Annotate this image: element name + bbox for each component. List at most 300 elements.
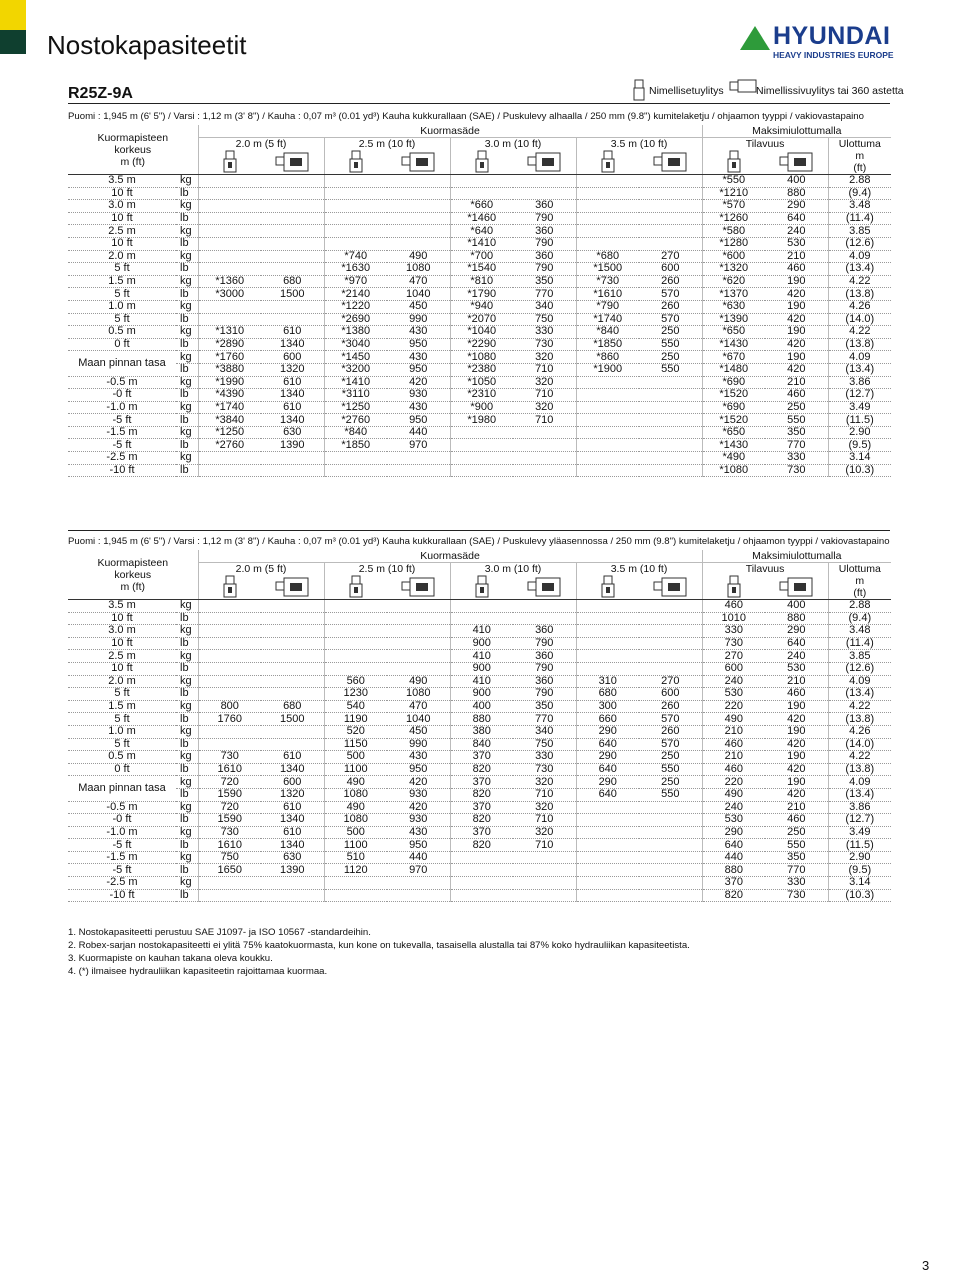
table-row bbox=[68, 300, 891, 313]
table-cell bbox=[576, 401, 639, 414]
table-cell: 950 bbox=[387, 763, 450, 776]
table-cell: 610 bbox=[261, 376, 324, 389]
row-height: -5 ft bbox=[68, 439, 176, 452]
table-cell: *600 bbox=[702, 250, 765, 263]
max-reach-header: Maksimiulottumalla bbox=[702, 550, 891, 563]
table-cell: 420 bbox=[765, 738, 828, 751]
table-cell: 400 bbox=[765, 175, 828, 188]
table-cell: 680 bbox=[576, 688, 639, 701]
table-cell bbox=[324, 650, 387, 663]
table-cell bbox=[513, 600, 576, 613]
table-row bbox=[68, 826, 891, 839]
table-cell: (12.6) bbox=[828, 662, 891, 675]
table-cell: 640 bbox=[576, 763, 639, 776]
table-cell: 470 bbox=[387, 275, 450, 288]
table-cell: *670 bbox=[702, 351, 765, 364]
table-cell: *730 bbox=[576, 275, 639, 288]
table-cell: 900 bbox=[450, 637, 513, 650]
table-cell bbox=[576, 801, 639, 814]
table-cell bbox=[198, 452, 261, 465]
table-cell: 420 bbox=[765, 713, 828, 726]
table-cell bbox=[387, 625, 450, 638]
table-cell: *3200 bbox=[324, 363, 387, 376]
row-height: 0 ft bbox=[68, 763, 176, 776]
table-cell bbox=[576, 864, 639, 877]
table-cell bbox=[198, 187, 261, 200]
table-cell: (9.5) bbox=[828, 439, 891, 452]
table-cell: 240 bbox=[702, 801, 765, 814]
row-height: -1.0 m bbox=[68, 401, 176, 414]
table-cell: 1100 bbox=[324, 839, 387, 852]
table-cell: 490 bbox=[387, 675, 450, 688]
capacity-col-header: Tilavuus bbox=[702, 138, 828, 151]
table-cell: 820 bbox=[450, 763, 513, 776]
table-cell bbox=[513, 864, 576, 877]
table-cell bbox=[261, 738, 324, 751]
table-cell: *650 bbox=[702, 326, 765, 339]
table-cell bbox=[261, 464, 324, 477]
row-unit: lb bbox=[176, 263, 198, 276]
table-cell: 190 bbox=[765, 275, 828, 288]
table-cell bbox=[639, 452, 702, 465]
table-cell bbox=[324, 452, 387, 465]
row-unit: kg bbox=[176, 401, 198, 414]
radius-col-header: 2.5 m (10 ft) bbox=[324, 563, 450, 576]
table-cell: 990 bbox=[387, 313, 450, 326]
table-cell bbox=[576, 426, 639, 439]
note-4: 4. (*) ilmaisee hydrauliikan kapasiteetin rajoittamaa kuormaa. bbox=[68, 966, 328, 977]
table-cell: 4.26 bbox=[828, 725, 891, 738]
table-cell: *690 bbox=[702, 401, 765, 414]
table-row bbox=[68, 700, 891, 713]
table-cell: 2.90 bbox=[828, 851, 891, 864]
reach-col-header: Ulottuma bbox=[828, 563, 891, 576]
row-height: 2.5 m bbox=[68, 225, 176, 238]
table-cell: (11.5) bbox=[828, 414, 891, 427]
table-cell: *1790 bbox=[450, 288, 513, 301]
table-cell: 210 bbox=[702, 725, 765, 738]
table-cell: 540 bbox=[324, 700, 387, 713]
table-row bbox=[68, 212, 891, 225]
row-height: 0 ft bbox=[68, 338, 176, 351]
table-row bbox=[68, 801, 891, 814]
table-cell: 790 bbox=[513, 662, 576, 675]
table-cell: *860 bbox=[576, 351, 639, 364]
capacity-table-blade-up bbox=[68, 550, 891, 902]
table-cell: (11.5) bbox=[828, 839, 891, 852]
row-unit: kg bbox=[176, 200, 198, 213]
table-cell: *660 bbox=[450, 200, 513, 213]
table-cell bbox=[198, 612, 261, 625]
table-cell: (11.4) bbox=[828, 637, 891, 650]
table-cell bbox=[198, 225, 261, 238]
row-height: 5 ft bbox=[68, 313, 176, 326]
table-cell bbox=[198, 725, 261, 738]
table-cell: *970 bbox=[324, 275, 387, 288]
table-cell: 930 bbox=[387, 389, 450, 402]
table-cell bbox=[639, 637, 702, 650]
table-cell: 370 bbox=[450, 751, 513, 764]
row-label-header: Kuormapisteen korkeus m (ft) bbox=[68, 125, 198, 175]
table-cell: 610 bbox=[261, 401, 324, 414]
table-cell bbox=[639, 801, 702, 814]
row-height: 3.5 m bbox=[68, 600, 176, 613]
legend-side-label: Nimellissivuylitys tai 360 astetta bbox=[756, 85, 904, 97]
table-cell: 640 bbox=[765, 637, 828, 650]
table-cell: 530 bbox=[765, 237, 828, 250]
table-cell: 710 bbox=[513, 389, 576, 402]
table-cell bbox=[387, 600, 450, 613]
table-cell: 880 bbox=[765, 187, 828, 200]
table-cell: 310 bbox=[576, 675, 639, 688]
table-cell: 710 bbox=[513, 363, 576, 376]
table-cell: 820 bbox=[702, 889, 765, 902]
table-cell: 3.49 bbox=[828, 826, 891, 839]
table-cell: 1230 bbox=[324, 688, 387, 701]
table-cell bbox=[639, 600, 702, 613]
table-cell: (10.3) bbox=[828, 889, 891, 902]
table-cell: 4.09 bbox=[828, 250, 891, 263]
front-rating-icon bbox=[475, 150, 489, 174]
row-height: -1.0 m bbox=[68, 826, 176, 839]
table-row bbox=[68, 814, 891, 827]
row-height: 10 ft bbox=[68, 662, 176, 675]
row-unit: lb bbox=[176, 612, 198, 625]
table-row bbox=[68, 187, 891, 200]
row-height: 5 ft bbox=[68, 688, 176, 701]
table-cell: 500 bbox=[324, 826, 387, 839]
table-cell: 250 bbox=[639, 351, 702, 364]
table-cell: 220 bbox=[702, 776, 765, 789]
table-cell bbox=[324, 637, 387, 650]
table-cell: *1850 bbox=[576, 338, 639, 351]
table-cell: *740 bbox=[324, 250, 387, 263]
table-cell: 710 bbox=[513, 788, 576, 801]
table-cell: 260 bbox=[639, 275, 702, 288]
table-cell: 4.09 bbox=[828, 675, 891, 688]
table-cell bbox=[387, 662, 450, 675]
table-cell bbox=[261, 175, 324, 188]
table-cell bbox=[639, 889, 702, 902]
table-cell: 190 bbox=[765, 751, 828, 764]
side-rating-icon bbox=[275, 151, 309, 173]
table-cell bbox=[639, 826, 702, 839]
corner-accent-yellow bbox=[0, 0, 26, 30]
table-cell: *4390 bbox=[198, 389, 261, 402]
table-cell: *1460 bbox=[450, 212, 513, 225]
table-cell: *1410 bbox=[450, 237, 513, 250]
table-cell bbox=[450, 612, 513, 625]
table-cell bbox=[261, 675, 324, 688]
table-row bbox=[68, 338, 891, 351]
table-cell: (9.4) bbox=[828, 187, 891, 200]
table-row bbox=[68, 363, 891, 376]
table-cell bbox=[387, 612, 450, 625]
row-height: -5 ft bbox=[68, 414, 176, 427]
front-rating-icon bbox=[601, 575, 615, 599]
table-cell: 270 bbox=[639, 250, 702, 263]
table-cell bbox=[450, 187, 513, 200]
table-cell: 360 bbox=[513, 250, 576, 263]
row-height: -1.5 m bbox=[68, 851, 176, 864]
table-cell bbox=[261, 612, 324, 625]
table-cell: 840 bbox=[450, 738, 513, 751]
table-row bbox=[68, 788, 891, 801]
row-unit: lb bbox=[176, 237, 198, 250]
table-cell: 360 bbox=[513, 650, 576, 663]
table-cell bbox=[450, 452, 513, 465]
row-unit: kg bbox=[176, 625, 198, 638]
table-row bbox=[68, 662, 891, 675]
table-row bbox=[68, 839, 891, 852]
radius-col-header: 3.0 m (10 ft) bbox=[450, 138, 576, 151]
table-cell bbox=[639, 662, 702, 675]
table-cell: *3880 bbox=[198, 363, 261, 376]
row-height: -10 ft bbox=[68, 889, 176, 902]
table-cell: (10.3) bbox=[828, 464, 891, 477]
table-cell: *630 bbox=[702, 300, 765, 313]
table-cell: *2290 bbox=[450, 338, 513, 351]
table-cell: 770 bbox=[513, 288, 576, 301]
table-cell: 1590 bbox=[198, 814, 261, 827]
row-height: 1.5 m bbox=[68, 275, 176, 288]
table-cell: 730 bbox=[198, 826, 261, 839]
table-cell: 790 bbox=[513, 237, 576, 250]
row-label-header: Kuormapisteen korkeus m (ft) bbox=[68, 550, 198, 600]
table-cell bbox=[261, 263, 324, 276]
table-cell bbox=[639, 212, 702, 225]
table-cell: 4.26 bbox=[828, 300, 891, 313]
table-cell bbox=[324, 625, 387, 638]
table-cell: 1340 bbox=[261, 389, 324, 402]
table-row bbox=[68, 351, 891, 364]
table-cell: 950 bbox=[387, 338, 450, 351]
table-cell: *2140 bbox=[324, 288, 387, 301]
table-cell: 600 bbox=[261, 351, 324, 364]
table-cell bbox=[576, 187, 639, 200]
table-cell: 360 bbox=[513, 625, 576, 638]
table-cell: 1610 bbox=[198, 763, 261, 776]
table-cell bbox=[387, 175, 450, 188]
table-cell: *900 bbox=[450, 401, 513, 414]
table-cell: 190 bbox=[765, 725, 828, 738]
table-cell: 710 bbox=[513, 414, 576, 427]
table-cell bbox=[639, 650, 702, 663]
table-cell: 790 bbox=[513, 688, 576, 701]
table-cell bbox=[324, 187, 387, 200]
table-cell: 420 bbox=[765, 288, 828, 301]
table-cell bbox=[513, 889, 576, 902]
table-cell bbox=[324, 175, 387, 188]
table-cell: 3.14 bbox=[828, 452, 891, 465]
table-cell: *1050 bbox=[450, 376, 513, 389]
table-cell: 800 bbox=[198, 700, 261, 713]
table-cell: 420 bbox=[765, 788, 828, 801]
table-cell: 2.90 bbox=[828, 426, 891, 439]
table-cell: 190 bbox=[765, 700, 828, 713]
table-cell: 330 bbox=[765, 452, 828, 465]
table-cell bbox=[198, 889, 261, 902]
table-row bbox=[68, 738, 891, 751]
table-cell: 460 bbox=[765, 814, 828, 827]
table-cell: 820 bbox=[450, 839, 513, 852]
row-unit: kg bbox=[176, 675, 198, 688]
table-cell: 600 bbox=[639, 263, 702, 276]
table-cell: 210 bbox=[765, 675, 828, 688]
table-cell: *2760 bbox=[198, 439, 261, 452]
table-cell: 610 bbox=[261, 326, 324, 339]
table-cell bbox=[576, 200, 639, 213]
table-cell: 4.22 bbox=[828, 275, 891, 288]
table-cell: *2690 bbox=[324, 313, 387, 326]
table-cell: 250 bbox=[765, 401, 828, 414]
table-cell: 240 bbox=[765, 225, 828, 238]
max-reach-header: Maksimiulottumalla bbox=[702, 125, 891, 138]
legend bbox=[633, 79, 904, 101]
row-unit: lb bbox=[176, 839, 198, 852]
table-cell: *1760 bbox=[198, 351, 261, 364]
row-unit: lb bbox=[176, 187, 198, 200]
table-cell: 460 bbox=[702, 600, 765, 613]
table-cell: *1410 bbox=[324, 376, 387, 389]
table-cell bbox=[198, 738, 261, 751]
table-cell: 610 bbox=[261, 801, 324, 814]
legend-front-label: Nimellisetuylitys bbox=[649, 85, 724, 97]
table-cell: 320 bbox=[513, 801, 576, 814]
table-cell bbox=[450, 864, 513, 877]
table-cell: 370 bbox=[450, 776, 513, 789]
table-cell: 360 bbox=[513, 225, 576, 238]
table-cell: 460 bbox=[702, 763, 765, 776]
table-cell: 610 bbox=[261, 751, 324, 764]
side-rating-icon bbox=[779, 151, 813, 173]
row-height: 1.5 m bbox=[68, 700, 176, 713]
table-cell bbox=[261, 313, 324, 326]
table-cell bbox=[387, 889, 450, 902]
table-cell bbox=[387, 452, 450, 465]
row-unit: lb bbox=[176, 688, 198, 701]
side-rating-icon bbox=[401, 151, 435, 173]
table-cell: 680 bbox=[261, 700, 324, 713]
table-cell: 560 bbox=[324, 675, 387, 688]
table-cell: 420 bbox=[765, 338, 828, 351]
hyundai-logo bbox=[740, 22, 920, 62]
table-cell bbox=[261, 600, 324, 613]
row-unit: lb bbox=[176, 338, 198, 351]
table-cell: *570 bbox=[702, 200, 765, 213]
table-cell bbox=[198, 688, 261, 701]
table-cell: (12.7) bbox=[828, 814, 891, 827]
table-cell: 550 bbox=[765, 414, 828, 427]
row-unit: lb bbox=[176, 363, 198, 376]
table-cell: 790 bbox=[513, 637, 576, 650]
table-cell: 460 bbox=[702, 738, 765, 751]
table-cell: 570 bbox=[639, 313, 702, 326]
table-cell: 1340 bbox=[261, 414, 324, 427]
table-cell: 570 bbox=[639, 738, 702, 751]
table-cell: 490 bbox=[702, 713, 765, 726]
radius-col-header: 2.5 m (10 ft) bbox=[324, 138, 450, 151]
table-cell: (13.8) bbox=[828, 763, 891, 776]
table-cell bbox=[261, 650, 324, 663]
table-cell: 1340 bbox=[261, 338, 324, 351]
radius-col-header: 2.0 m (5 ft) bbox=[198, 563, 324, 576]
table-cell bbox=[639, 877, 702, 890]
row-unit: kg bbox=[176, 826, 198, 839]
table-cell bbox=[324, 237, 387, 250]
table-cell bbox=[261, 725, 324, 738]
table-cell bbox=[576, 826, 639, 839]
row-height: 5 ft bbox=[68, 288, 176, 301]
table-cell: 400 bbox=[450, 700, 513, 713]
table-row bbox=[68, 414, 891, 427]
table-cell: 3.49 bbox=[828, 401, 891, 414]
row-height: -2.5 m bbox=[68, 452, 176, 465]
table-row bbox=[68, 864, 891, 877]
radius-col-header: 3.5 m (10 ft) bbox=[576, 563, 702, 576]
table-cell: 410 bbox=[450, 675, 513, 688]
table-row bbox=[68, 713, 891, 726]
table-cell bbox=[639, 612, 702, 625]
table-cell: 1080 bbox=[324, 814, 387, 827]
radius-col-header: 2.0 m (5 ft) bbox=[198, 138, 324, 151]
table-cell bbox=[576, 889, 639, 902]
table-cell: 240 bbox=[702, 675, 765, 688]
table-cell: 1500 bbox=[261, 713, 324, 726]
table-cell bbox=[261, 877, 324, 890]
table-cell: 1040 bbox=[387, 713, 450, 726]
table-cell: 710 bbox=[513, 839, 576, 852]
table-cell: 250 bbox=[639, 751, 702, 764]
table-cell bbox=[324, 212, 387, 225]
table-cell bbox=[198, 300, 261, 313]
table-cell: (9.5) bbox=[828, 864, 891, 877]
front-rating-icon bbox=[223, 150, 237, 174]
table-cell: 330 bbox=[765, 877, 828, 890]
table-cell bbox=[261, 200, 324, 213]
table-cell: 260 bbox=[639, 725, 702, 738]
table-cell bbox=[261, 889, 324, 902]
table-cell: 420 bbox=[387, 776, 450, 789]
row-height: -2.5 m bbox=[68, 877, 176, 890]
table-cell: 750 bbox=[513, 313, 576, 326]
table-cell: *2310 bbox=[450, 389, 513, 402]
table-cell: 770 bbox=[513, 713, 576, 726]
table-cell: 720 bbox=[198, 776, 261, 789]
row-unit: lb bbox=[176, 738, 198, 751]
table-cell bbox=[639, 175, 702, 188]
table-row bbox=[68, 401, 891, 414]
row-unit: kg bbox=[176, 725, 198, 738]
table-cell: 430 bbox=[387, 751, 450, 764]
row-unit: kg bbox=[176, 426, 198, 439]
row-height: 10 ft bbox=[68, 187, 176, 200]
table-cell: 350 bbox=[513, 275, 576, 288]
table-cell: *1280 bbox=[702, 237, 765, 250]
table-cell bbox=[450, 851, 513, 864]
row-unit: lb bbox=[176, 637, 198, 650]
table-cell: 660 bbox=[576, 713, 639, 726]
table-cell: *1520 bbox=[702, 414, 765, 427]
row-unit: kg bbox=[176, 851, 198, 864]
row-unit: kg bbox=[176, 452, 198, 465]
capacity-table-blade-down bbox=[68, 125, 891, 477]
table-cell: *1310 bbox=[198, 326, 261, 339]
table-cell: 640 bbox=[765, 212, 828, 225]
table-cell: *2380 bbox=[450, 363, 513, 376]
table-cell: *1220 bbox=[324, 300, 387, 313]
table-cell bbox=[387, 650, 450, 663]
